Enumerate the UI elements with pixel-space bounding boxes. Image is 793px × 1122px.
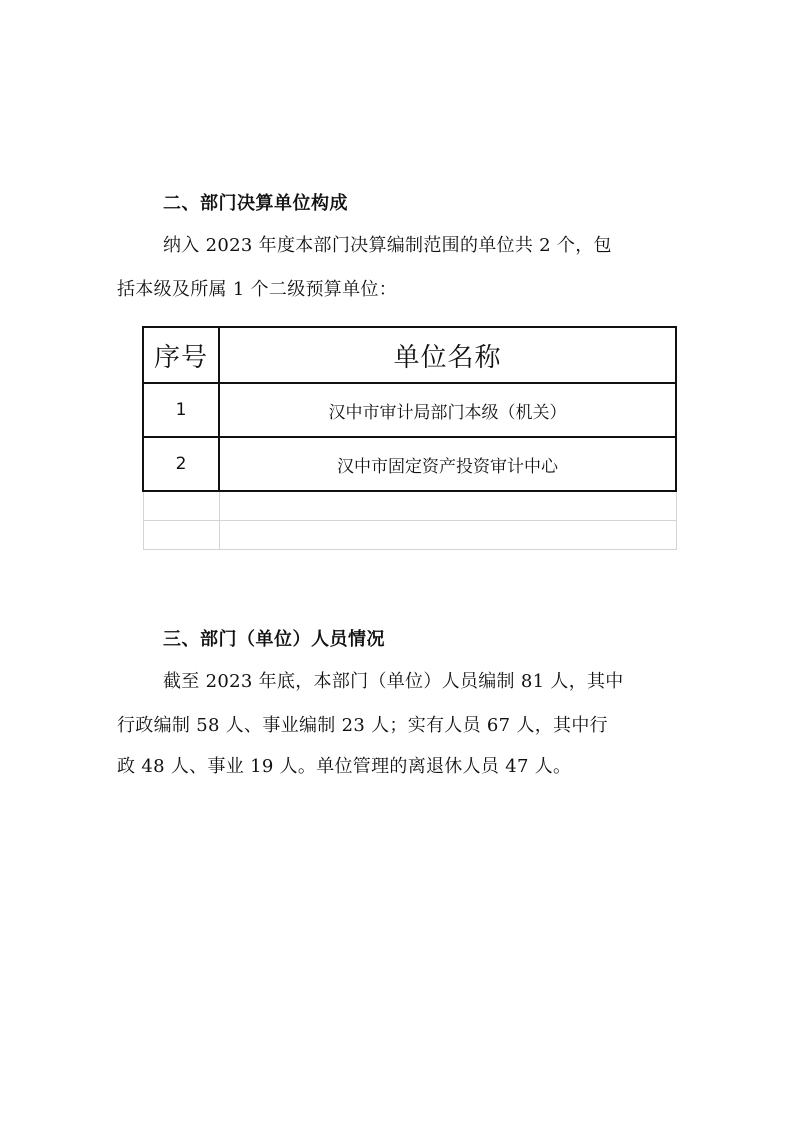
table-row — [143, 437, 676, 491]
row-seq: 1 — [143, 383, 219, 437]
unit-list-table — [142, 326, 677, 550]
unit-composition-paragraph-line-1: 纳入 2023 年度本部门决算编制范围的单位共 2 个，包 — [163, 235, 612, 256]
row-seq: 2 — [143, 437, 219, 491]
staffing-paragraph-line-2: 行政编制 58 人、事业编制 23 人；实有人员 67 人，其中行 — [117, 715, 608, 736]
column-header-unit-name: 单位名称 — [219, 327, 676, 383]
section-heading-staffing: 三、部门（单位）人员情况 — [163, 629, 385, 650]
row-unit-name: 汉中市固定资产投资审计中心 — [219, 437, 676, 491]
section-heading-unit-composition: 二、部门决算单位构成 — [163, 193, 348, 214]
staffing-paragraph-line-1: 截至 2023 年底，本部门（单位）人员编制 81 人，其中 — [163, 671, 624, 692]
unit-composition-paragraph-line-2: 括本级及所属 1 个二级预算单位： — [117, 279, 397, 300]
empty-cell — [219, 491, 676, 521]
empty-cell — [143, 521, 219, 550]
table-header-row — [143, 327, 676, 383]
table-row — [143, 383, 676, 437]
empty-cell — [219, 521, 676, 550]
table-empty-row — [143, 521, 676, 550]
empty-cell — [143, 491, 219, 521]
table-empty-row — [143, 491, 676, 521]
row-unit-name: 汉中市审计局部门本级（机关） — [219, 383, 676, 437]
column-header-seq: 序号 — [143, 327, 219, 383]
staffing-paragraph-line-3: 政 48 人、事业 19 人。单位管理的离退休人员 47 人。 — [117, 756, 572, 777]
